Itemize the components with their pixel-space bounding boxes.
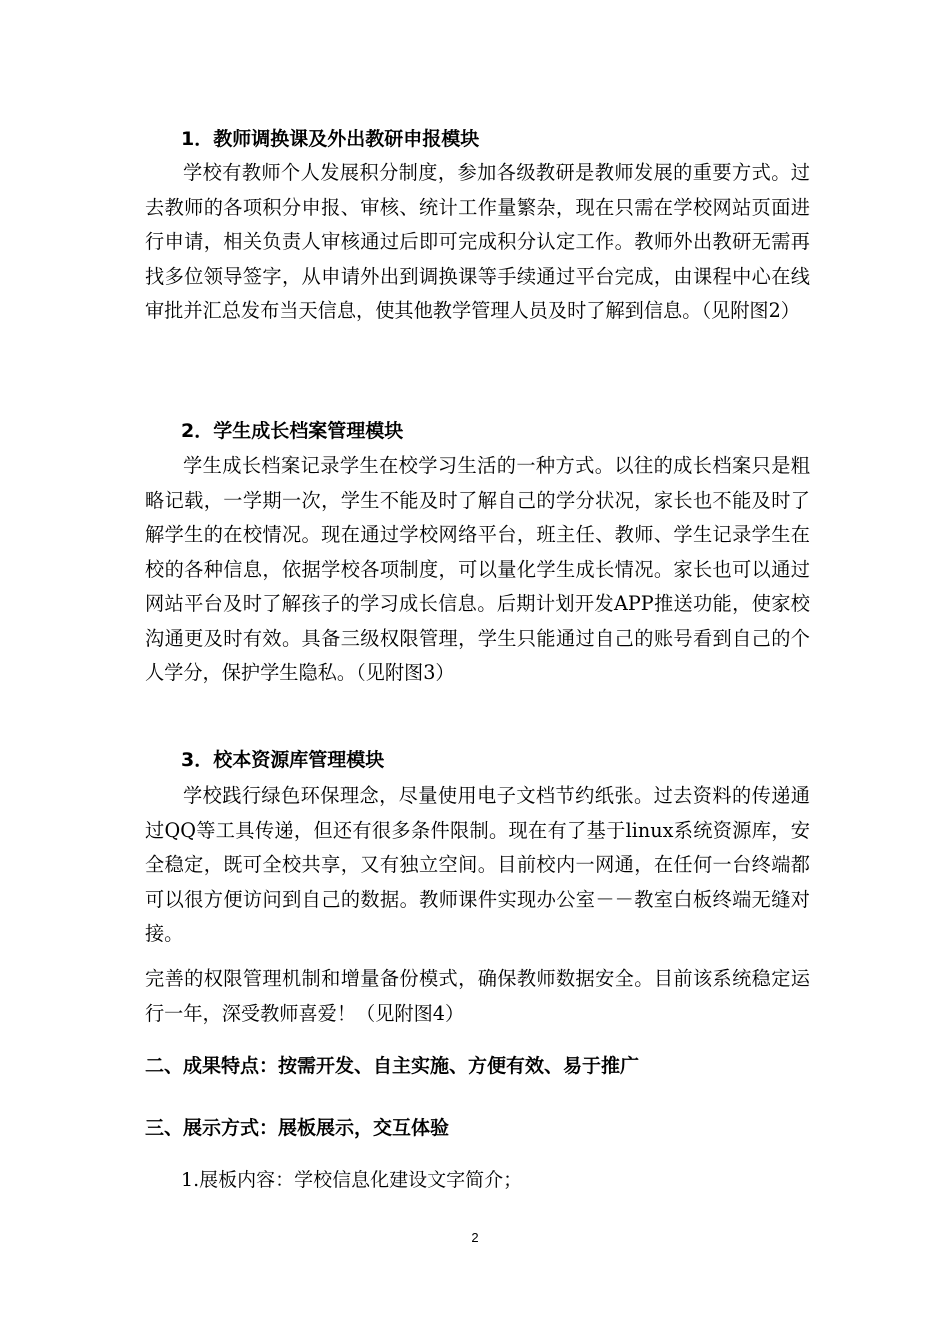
section-paragraph-resource-library-2: 完善的权限管理机制和增量备份模式，确保教师数据安全。目前该系统稳定运行一年，深受教师喜爱！（见附图4） <box>145 967 810 1025</box>
section-title-resource-library: 3．校本资源库管理模块 <box>181 749 385 771</box>
heading-achievement-features: 二、成果特点：按需开发、自主实施、方便有效、易于推广 <box>145 1055 640 1077</box>
section-paragraph-student-archive: 学生成长档案记录学生在校学习生活的一种方式。以往的成长档案只是粗略记载，一学期一次，学生不能及时了解自己的学分状况，家长也不能及时了解学生的在校情况。现在通过学校网络平台，班主任、教师、学生记录学生在校的各种信息，依据学校各项制度，可以量化学生成长情况。家长也可以通过网站平台及时了解孩子的学习成长信息。后期计划开发APP推送功能，使家校沟通更及时有效。具备三级权限管理，学生只能通过自己的账号看到自己的个人学分，保护学生隐私。（见附图3） <box>145 454 810 684</box>
page-number: 2 <box>471 1230 479 1245</box>
heading-display-method: 三、展示方式：展板展示，交互体验 <box>145 1117 450 1139</box>
section-paragraph-resource-library: 学校践行绿色环保理念，尽量使用电子文档节约纸张。过去资料的传递通过QQ等工具传递，但还有很多条件限制。现在有了基于linux系统资源库，安全稳定，既可全校共享，又有独立空间。目前校内一网通，在任何一台终端都可以很方便访问到自己的数据。教师课件实现办公室－－教室白板终端无缝对接。 <box>145 784 810 945</box>
list-item-display-content: 1.展板内容：学校信息化建设文字简介； <box>181 1169 523 1191</box>
section-title-student-archive: 2．学生成长档案管理模块 <box>181 420 404 442</box>
section-title-teacher-schedule: 1．教师调换课及外出教研申报模块 <box>181 128 480 150</box>
section-paragraph-teacher-schedule: 学校有教师个人发展积分制度，参加各级教研是教师发展的重要方式。过去教师的各项积分申报、审核、统计工作量繁杂，现在只需在学校网站页面进行申请，相关负责人审核通过后即可完成积分认定工作。教师外出教研无需再找多位领导签字，从申请外出到调换课等手续通过平台完成，由课程中心在线审批并汇总发布当天信息，使其他教学管理人员及时了解到信息。（见附图2） <box>145 161 810 322</box>
